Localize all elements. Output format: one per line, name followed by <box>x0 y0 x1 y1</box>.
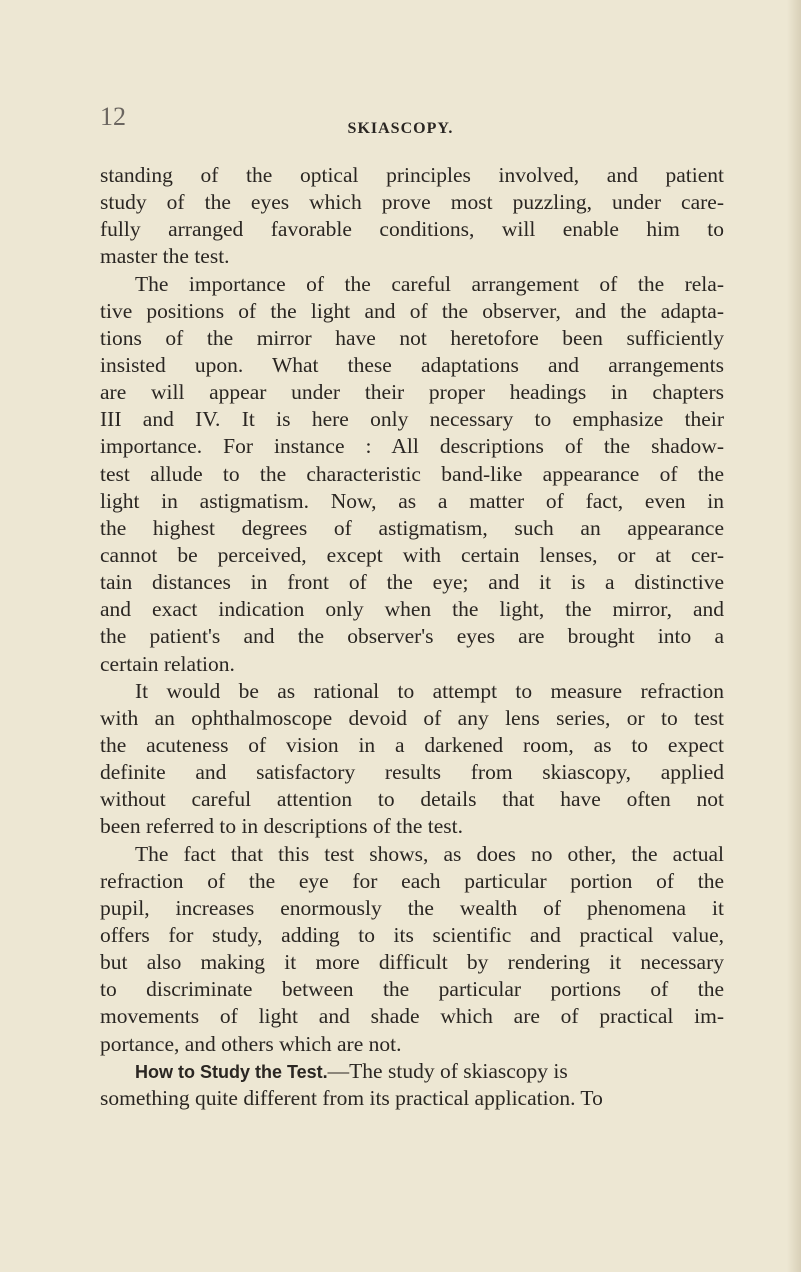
page-edge-shadow <box>787 0 801 1272</box>
text-line: It would be as rational to attempt to measure refraction <box>135 678 724 703</box>
text-line: standing of the optical principles involved, and patient <box>100 163 724 187</box>
text-line: but also making it more difficult by rendering it necessary <box>100 950 724 975</box>
text-line: insisted upon. What these adaptations and arrangements <box>100 352 724 377</box>
text-line: refraction of the eye for each particular portion of the <box>100 868 724 893</box>
text-line: definite and satisfactory results from skiascopy, applied <box>100 760 724 785</box>
text-line: tive positions of the light and of the observer, and the adapta- <box>100 298 724 323</box>
text-line: master the test. <box>100 244 230 269</box>
text-line: to discriminate between the particular portions of the <box>100 977 724 1002</box>
body-text <box>100 162 724 1112</box>
text-run: —The study of skiascopy is <box>327 1058 568 1083</box>
text-line <box>100 1058 724 1085</box>
text-line: light in astigmatism. Now, as a matter of fact, even in <box>100 488 724 513</box>
page-number: 12 <box>100 102 126 131</box>
text-line: with an ophthalmoscope devoid of any lens series, or to test <box>100 705 724 730</box>
running-head: SKIASCOPY. <box>347 120 454 137</box>
text-line: study of the eyes which prove most puzzling, under care- <box>100 190 724 215</box>
text-line: cannot be perceived, except with certain lenses, or at cer- <box>100 542 724 567</box>
text-line: are will appear under their proper headings in chapters <box>100 380 724 405</box>
text-line: without careful attention to details that have often not <box>100 787 724 812</box>
section-heading: How to Study the Test. <box>135 1061 328 1082</box>
text-line: pupil, increases enormously the wealth of phenomena it <box>100 895 724 920</box>
text-line: The fact that this test shows, as does no other, the actual <box>135 841 724 866</box>
text-line: importance. For instance : All descriptions of the shadow- <box>100 434 724 459</box>
text-line: been referred to in descriptions of the test. <box>100 814 463 839</box>
text-line: the patient's and the observer's eyes are brought into a <box>100 624 724 649</box>
text-line: offers for study, adding to its scientific and practical value, <box>100 922 724 947</box>
text-line: tain distances in front of the eye; and it is a distinctive <box>100 570 724 595</box>
text-line: test allude to the characteristic band-like appearance of the <box>100 461 724 486</box>
text-line: tions of the mirror have not heretofore been sufficiently <box>100 325 724 350</box>
text-line: III and IV. It is here only necessary to emphasize their <box>100 407 724 432</box>
text-line: something quite different from its practical application. To <box>100 1085 603 1110</box>
text-line: movements of light and shade which are of practical im- <box>100 1004 724 1029</box>
text-line: portance, and others which are not. <box>100 1031 402 1056</box>
text-line: the acuteness of vision in a darkened room, as to expect <box>100 732 724 757</box>
text-line: the highest degrees of astigmatism, such an appearance <box>100 515 724 540</box>
text-line: The importance of the careful arrangement of the rela- <box>135 271 724 296</box>
text-line: and exact indication only when the light, the mirror, and <box>100 597 724 622</box>
text-line: fully arranged favorable conditions, will enable him to <box>100 217 724 242</box>
text-line: certain relation. <box>100 651 235 676</box>
